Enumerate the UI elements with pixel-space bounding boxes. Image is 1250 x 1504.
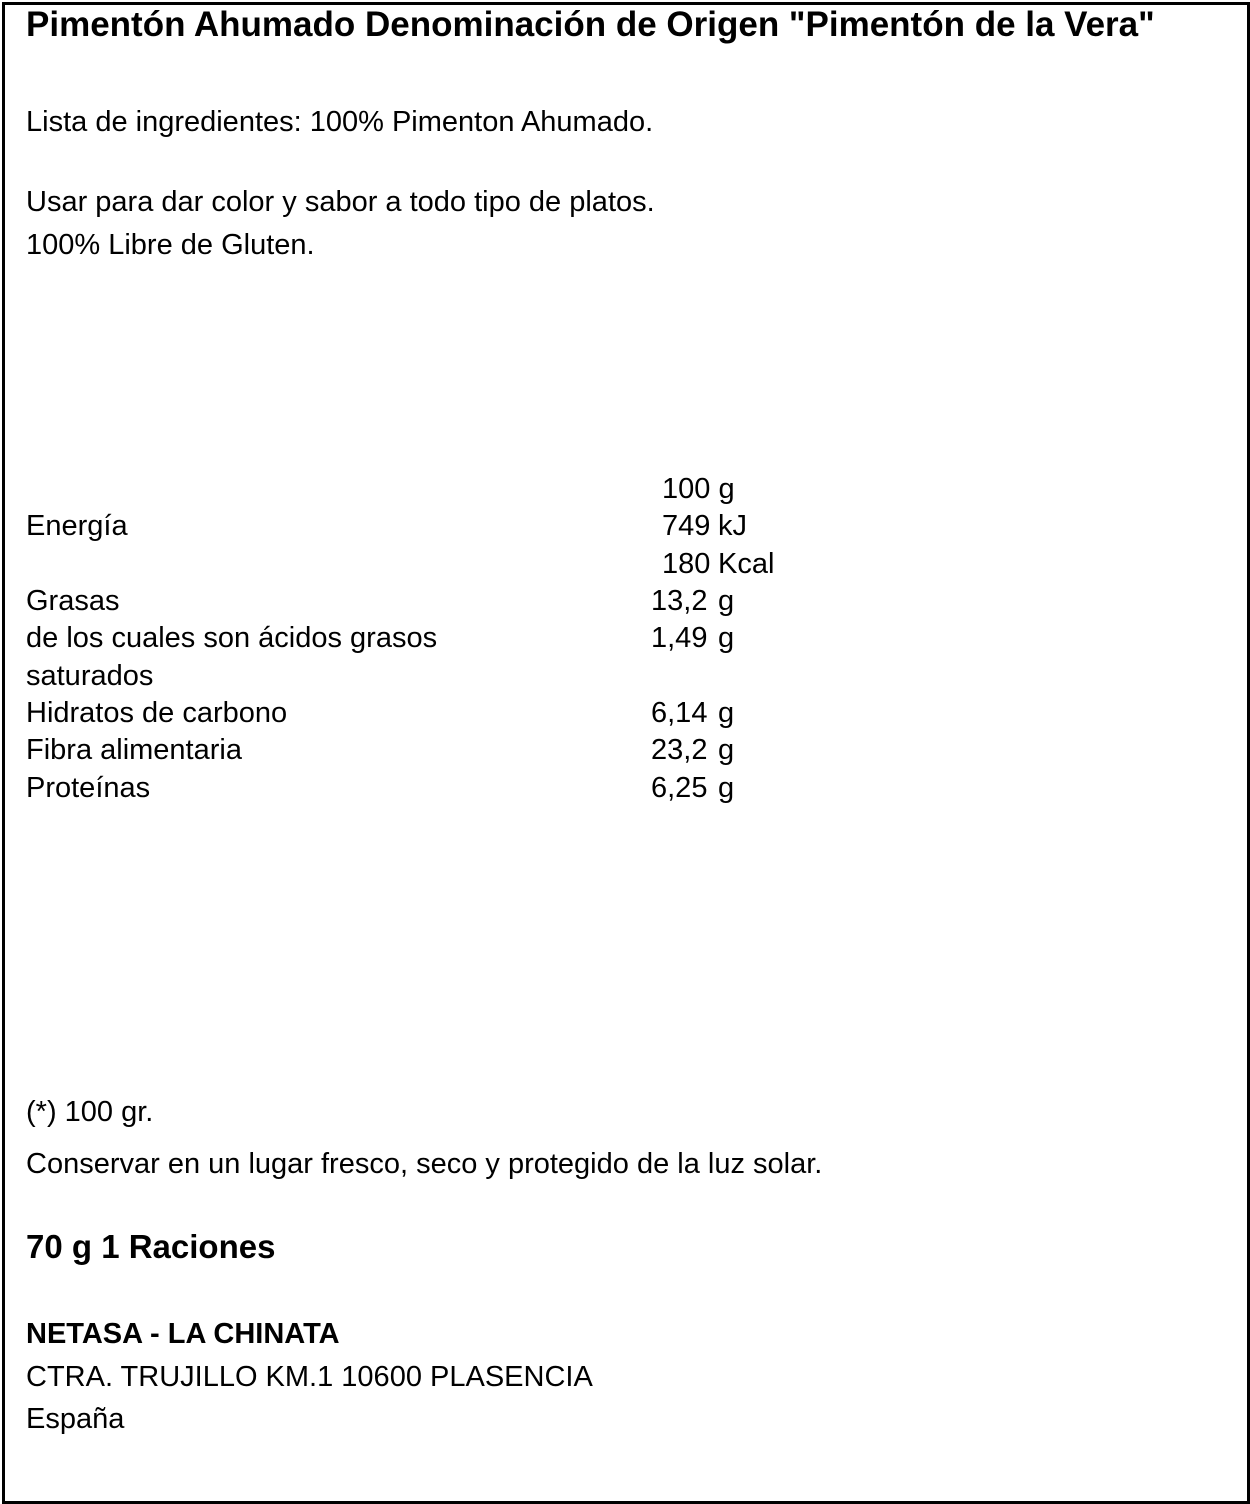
fat-label: Grasas — [26, 585, 120, 617]
saturated-fat-unit: g — [718, 622, 735, 654]
storage-text: Conservar en un lugar fresco, seco y protegido de la luz solar. — [26, 1148, 823, 1180]
energy-kcal-value: 180 — [662, 548, 711, 580]
serving-size: 70 g 1 Raciones — [26, 1228, 276, 1265]
protein-label: Proteínas — [26, 772, 151, 804]
usage-text: Usar para dar color y sabor a todo tipo de platos. — [26, 186, 655, 218]
energy-kj-unit: kJ — [718, 510, 747, 542]
product-title: Pimentón Ahumado Denominación de Origen "Pimentón de la Vera" — [26, 5, 1155, 44]
fat-value: 13,2 — [651, 585, 708, 617]
energy-label: Energía — [26, 510, 128, 542]
fiber-label: Fibra alimentaria — [26, 734, 242, 766]
fiber-unit: g — [718, 734, 735, 766]
protein-unit: g — [718, 772, 735, 804]
footnote-text: (*) 100 gr. — [26, 1096, 154, 1128]
protein-value: 6,25 — [651, 772, 708, 804]
fiber-value: 23,2 — [651, 734, 708, 766]
gluten-text: 100% Libre de Gluten. — [26, 229, 315, 261]
fat-unit: g — [718, 585, 735, 617]
carbs-label: Hidratos de carbono — [26, 697, 288, 729]
energy-kj-value: 749 — [662, 510, 711, 542]
nutrition-header: 100 g — [662, 473, 735, 505]
saturated-fat-value: 1,49 — [651, 622, 708, 654]
energy-kcal-unit: Kcal — [718, 548, 775, 580]
company-address: CTRA. TRUJILLO KM.1 10600 PLASENCIA — [26, 1361, 593, 1393]
carbs-unit: g — [718, 697, 735, 729]
ingredients-text: Lista de ingredientes: 100% Pimenton Ahumado. — [26, 106, 654, 138]
saturated-fat-label-cont: saturados — [26, 660, 154, 692]
company-country: España — [26, 1403, 125, 1435]
saturated-fat-label: de los cuales son ácidos grasos — [26, 622, 438, 654]
carbs-value: 6,14 — [651, 697, 708, 729]
company-name: NETASA - LA CHINATA — [26, 1318, 340, 1350]
